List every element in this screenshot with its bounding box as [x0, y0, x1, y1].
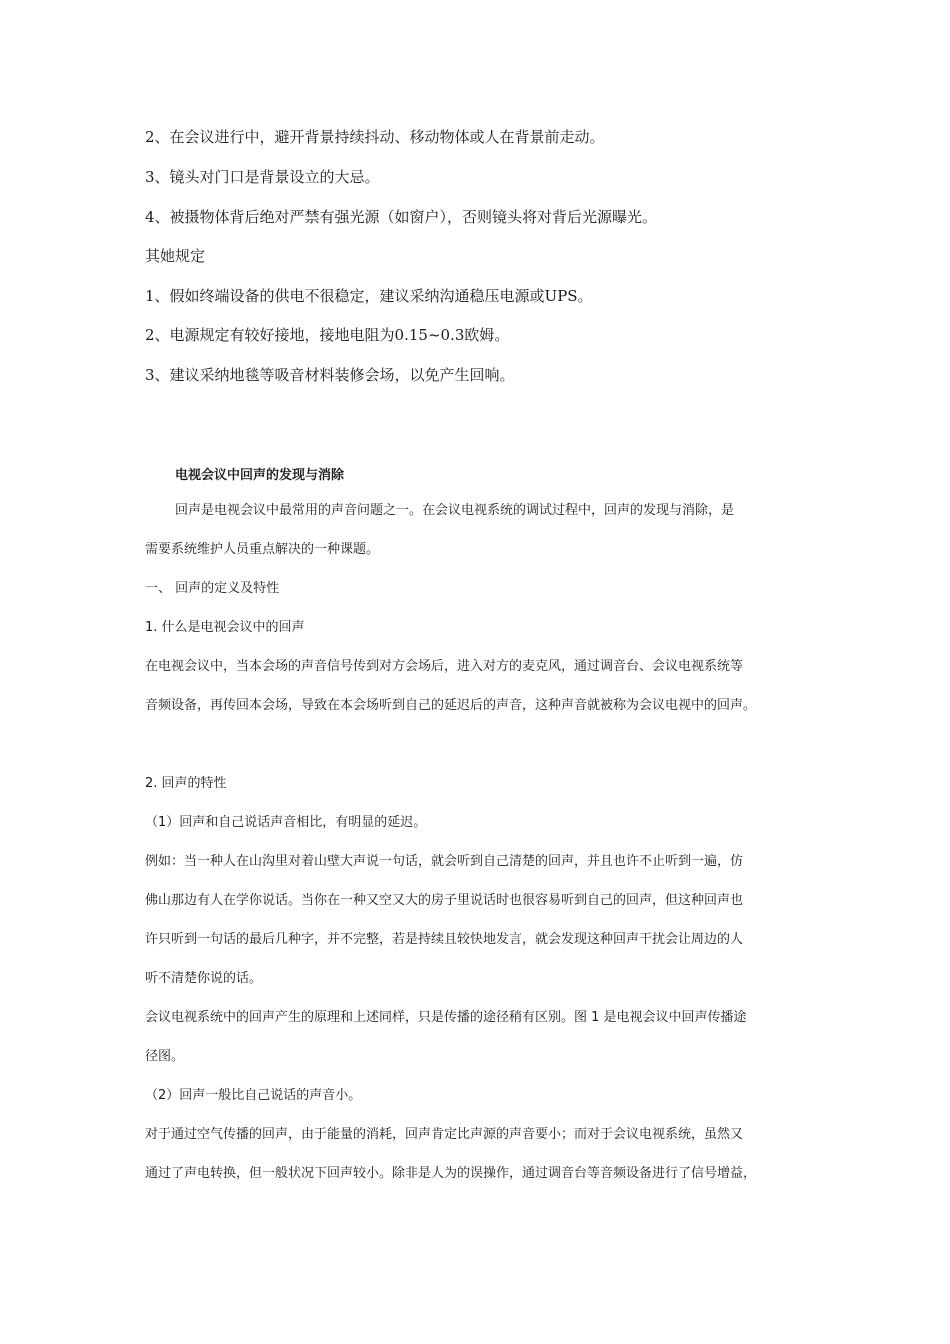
paragraph-line: 在电视会议中，当本会场的声音信号传到对方会场后，进入对方的麦克风，通过调音台、会议电视系统等 [145, 659, 744, 674]
paragraph-line: 佛山那边有人在学你说话。当你在一种又空又大的房子里说话时也很容易听到自己的回声，但这种回声也 [145, 893, 744, 908]
paragraph-line: 听不清楚你说的话。 [145, 971, 263, 986]
paragraph-line: （2）回声一般比自己说话的声音小。 [145, 1088, 362, 1103]
paragraph-line: 例如：当一种人在山沟里对着山壁大声说一句话，就会听到自己清楚的回声，并且也许不止听到一遍，仿 [145, 854, 744, 869]
paragraph-line: 会议电视系统中的回声产生的原理和上述同样，只是传播的途径稍有区别。图 1 是电视会议中回声传播途 [145, 1010, 747, 1025]
paragraph-line: 回声是电视会议中最常用的声音问题之一。在会议电视系统的调试过程中，回声的发现与消除，是 [175, 503, 735, 518]
paragraph-line: 许只听到一句话的最后几种字，并不完整，若是持续且较快地发言，就会发现这种回声干扰会让周边的人 [145, 932, 744, 947]
paragraph-line: 通过了声电转换，但一般状况下回声较小。除非是人为的误操作，通过调音台等音频设备进行了信号增益， [145, 1166, 757, 1181]
list-item: 1、假如终端设备的供电不很稳定，建议采纳沟通稳压电源或UPS。 [145, 287, 593, 305]
paragraph-line: 对于通过空气传播的回声，由于能量的消耗，回声肯定比声源的声音要小；而对于会议电视系统，虽然又 [145, 1127, 744, 1142]
list-item: 3、镜头对门口是背景设立的大忌。 [145, 168, 380, 186]
list-item: 4、被摄物体背后绝对严禁有强光源（如窗户），否则镜头将对背后光源曝光。 [145, 208, 658, 226]
paragraph-line: 径图。 [145, 1049, 185, 1064]
list-item: 3、建议采纳地毯等吸音材料装修会场，以免产生回响。 [145, 366, 515, 384]
list-item: 2、在会议进行中，避开背景持续抖动、移动物体或人在背景前走动。 [145, 128, 605, 146]
article-title: 电视会议中回声的发现与消除 [175, 468, 345, 483]
section-heading: 一、 回声的定义及特性 [145, 581, 280, 596]
section-heading: 其她规定 [145, 247, 206, 265]
list-item: 2、电源规定有较好接地，接地电阻为0.15~0.3欧姆。 [145, 326, 510, 344]
subsection-heading: 1. 什么是电视会议中的回声 [145, 620, 305, 635]
paragraph-line: 需要系统维护人员重点解决的一种课题。 [145, 542, 380, 557]
paragraph-line: （1）回声和自己说话声音相比，有明显的延迟。 [145, 815, 427, 830]
subsection-heading: 2. 回声的特性 [145, 776, 227, 791]
paragraph-line: 音频设备，再传回本会场，导致在本会场听到自己的延迟后的声音，这种声音就被称为会议电视中的回声。 [145, 698, 757, 713]
